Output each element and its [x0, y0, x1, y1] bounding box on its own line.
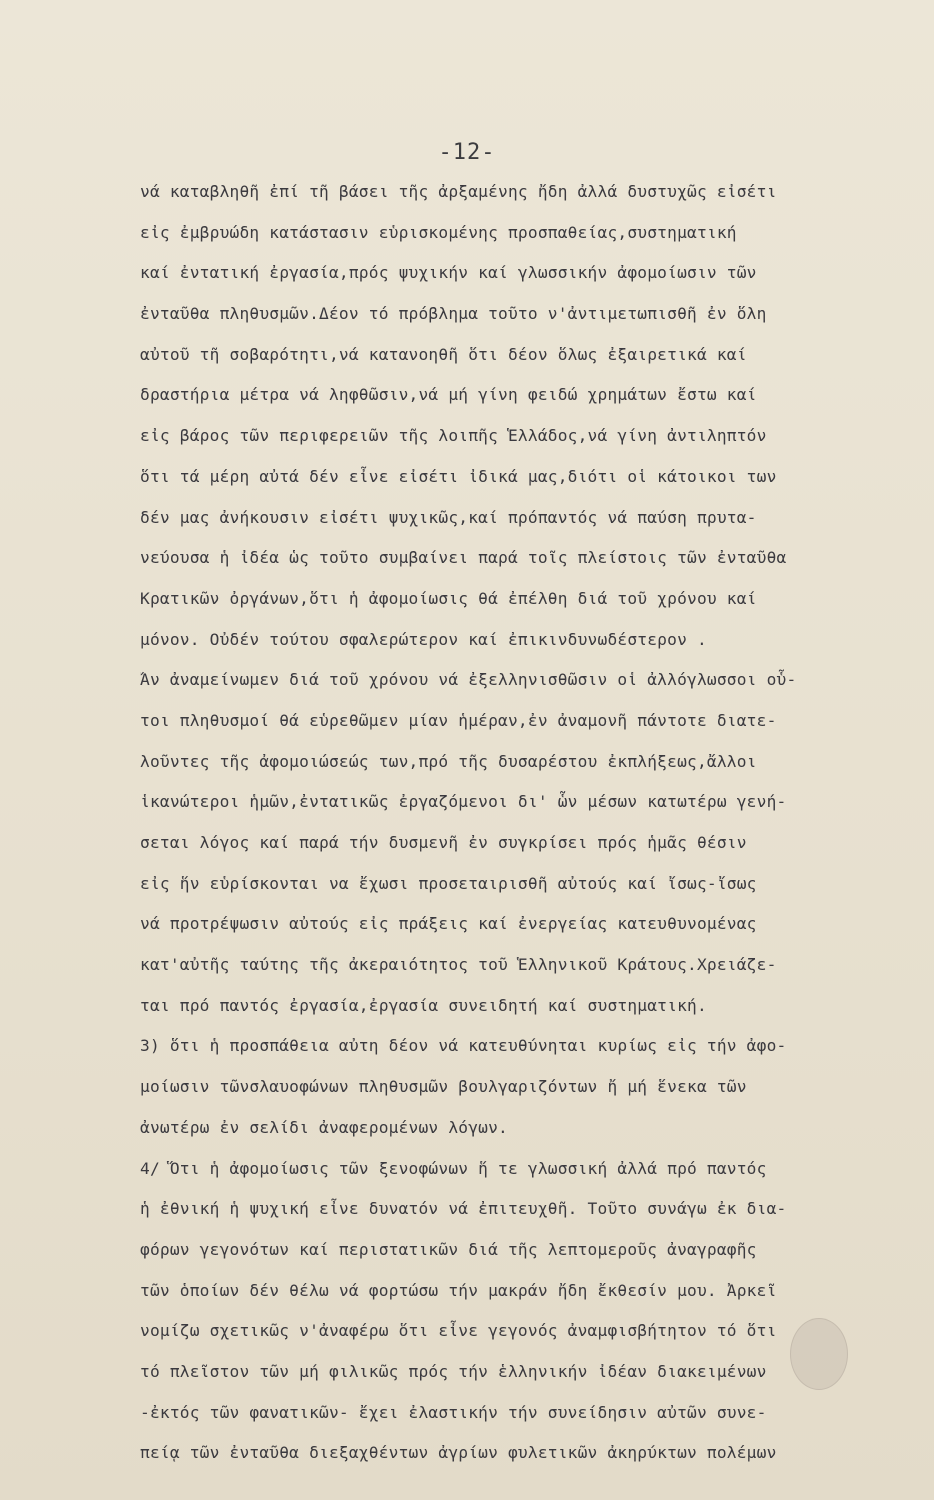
text-line: εἰς ἥν εὑρίσκονται να ἔχωσι προσεταιρισθῆ αὐτούς καί ἴσως-ἴσως — [140, 873, 757, 893]
text-line: νά προτρέψωσιν αὐτούς εἰς πράξεις καί ἐνεργείας κατευθυνομένας — [140, 914, 757, 934]
text-line: ἐνταῦθα πληθυσμῶν.Δέον τό πρόβλημα τοῦτο ν'ἀντιμετωπισθῆ ἐν ὅλη — [140, 304, 767, 324]
document-body — [140, 172, 910, 1474]
text-line: τοι πληθυσμοί θά εὑρεθῶμεν μίαν ἡμέραν,ἐν ἀναμονῆ πάντοτε διατε- — [140, 710, 777, 730]
text-line: 4/ Ὅτι ἡ ἀφομοίωσις τῶν ξενοφώνων ἥ τε γλωσσική ἀλλά πρό παντός — [140, 1158, 767, 1178]
text-line: ἀνωτέρω ἐν σελίδι ἀναφερομένων λόγων. — [140, 1117, 508, 1137]
text-line: 3) ὅτι ἡ προσπάθεια αὐτη δέον νά κατευθύνηται κυρίως εἰς τήν ἀφο- — [140, 1036, 787, 1056]
page-number: -12- — [438, 140, 496, 165]
text-line: νεύουσα ἡ ἰδέα ὡς τοῦτο συμβαίνει παρά τοῖς πλείστοις τῶν ἐνταῦθα — [140, 548, 787, 568]
text-line: ται πρό παντός ἐργασία,ἐργασία συνειδητή καί συστηματική. — [140, 995, 707, 1015]
text-line: δέν μας ἀνήκουσιν εἰσέτι ψυχικῶς,καί πρόπαντός νά παύση πρυτα- — [140, 507, 757, 527]
text-line: τό πλεῖστον τῶν μή φιλικῶς πρός τήν ἑλληνικήν ἰδέαν διακειμένων — [140, 1361, 767, 1381]
text-line: εἰς ἐμβρυώδη κατάστασιν εὑρισκομένης προσπαθείας,συστηματική — [140, 222, 737, 242]
text-line: -ἐκτός τῶν φανατικῶν- ἔχει ἐλαστικήν τήν συνείδησιν αὐτῶν συνε- — [140, 1402, 767, 1422]
text-line: ἡ ἐθνική ἡ ψυχική εἶνε δυνατόν νά ἐπιτευχθῆ. Τοῦτο συνάγω ἐκ δια- — [140, 1199, 787, 1219]
text-line: τῶν ὁποίων δέν θέλω νά φορτώσω τήν μακράν ἤδη ἔκθεσίν μου. Ἀρκεῖ — [140, 1280, 777, 1300]
text-line: σεται λόγος καί παρά τήν δυσμενῆ ἐν συγκρίσει πρός ἡμᾶς θέσιν — [140, 833, 747, 852]
text-line: ὅτι τά μέρη αὐτά δέν εἶνε εἰσέτι ἰδικά μας,διότι οἱ κάτοικοι των — [140, 466, 777, 486]
text-line: Κρατικῶν ὀργάνων,ὅτι ἡ ἀφομοίωσις θά ἐπέλθη διά τοῦ χρόνου καί — [140, 588, 757, 608]
text-line: Ἄν ἀναμείνωμεν διά τοῦ χρόνου νά ἐξελληνισθῶσιν οἱ ἀλλόγλωσσοι οὗ- — [140, 670, 797, 690]
text-line: ἱκανώτεροι ἡμῶν,ἐντατικῶς ἐργαζόμενοι δι' ὧν μέσων κατωτέρω γενή- — [140, 792, 787, 812]
text-line: δραστήρια μέτρα νά ληφθῶσιν,νά μή γίνη φειδώ χρημάτων ἔστω καί — [140, 385, 757, 405]
text-line: μόνον. Οὐδέν τούτου σφαλερώτερον καί ἐπικινδυνωδέστερον . — [140, 629, 707, 649]
text-line: φόρων γεγονότων καί περιστατικῶν διά τῆς λεπτομεροῦς ἀναγραφῆς — [140, 1239, 757, 1259]
text-line: καί ἐντατική ἐργασία,πρός ψυχικήν καί γλωσσικήν ἀφομοίωσιν τῶν — [140, 263, 757, 283]
text-line: πείᾳ τῶν ἐνταῦθα διεξαχθέντων ἀγρίων φυλετικῶν ἀκηρύκτων πολέμων — [140, 1443, 777, 1463]
text-line: νομίζω σχετικῶς ν'ἀναφέρω ὅτι εἶνε γεγονός ἀναμφισβήτητον τό ὅτι — [140, 1321, 777, 1341]
text-line: μοίωσιν τῶνσλαυοφώνων πληθυσμῶν βουλγαριζόντων ἤ μή ἕνεκα τῶν — [140, 1077, 747, 1097]
text-line: κατ'αὐτῆς ταύτης τῆς ἀκεραιότητος τοῦ Ἑλληνικοῦ Κράτους.Χρειάζε- — [140, 955, 777, 975]
text-line: λοῦντες τῆς ἀφομοιώσεώς των,πρό τῆς δυσαρέστου ἐκπλήξεως,ἄλλοι — [140, 751, 757, 771]
text-line: νά καταβληθῆ ἐπί τῆ βάσει τῆς ἀρξαμένης ἤδη ἀλλά δυστυχῶς εἰσέτι — [140, 182, 777, 201]
text-line: αὐτοῦ τῆ σοβαρότητι,νά κατανοηθῆ ὅτι δέον ὅλως ἐξαιρετικά καί — [140, 344, 747, 364]
text-line: εἰς βάρος τῶν περιφερειῶν τῆς λοιπῆς Ἑλλάδος,νά γίνη ἀντιληπτόν — [140, 426, 767, 446]
